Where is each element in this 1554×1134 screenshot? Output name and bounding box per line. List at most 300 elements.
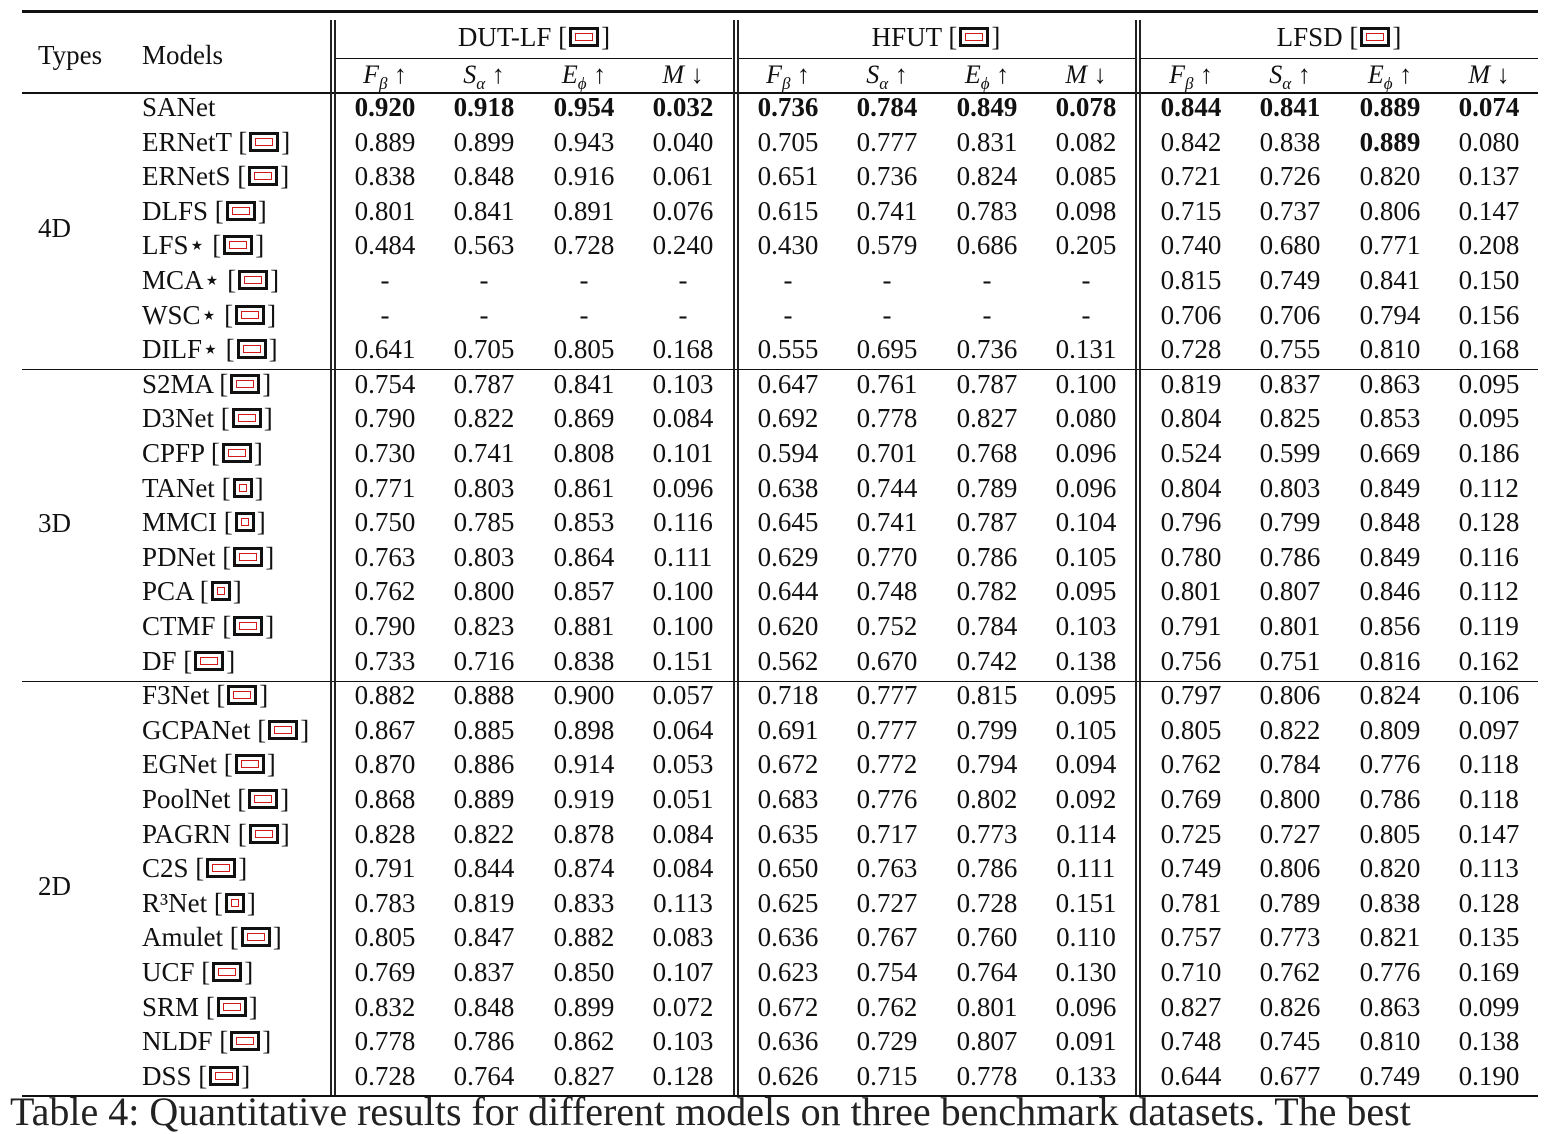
- table-cell: 0.822: [453, 403, 515, 434]
- table-cell: 0.780: [1160, 541, 1222, 572]
- table-cell: 0.623: [757, 957, 819, 987]
- table-cell: 0.084: [652, 403, 714, 434]
- table-cell: 0.111: [1056, 853, 1116, 884]
- table-cell: 0.524: [1160, 438, 1222, 468]
- table-cell: 0.096: [1055, 991, 1117, 1022]
- table-cell: -: [982, 265, 992, 295]
- table-cell: -: [783, 299, 793, 330]
- table-cell: 0.762: [856, 991, 918, 1022]
- table-cell: 0.804: [1160, 403, 1222, 434]
- table-cell: 0.888: [453, 680, 515, 711]
- table-cell: 0.778: [354, 1026, 416, 1057]
- table-cell: 0.741: [856, 507, 918, 538]
- table-cell: 0.106: [1458, 680, 1520, 711]
- table-cell: 0.816: [1359, 645, 1421, 676]
- citation-marker[interactable]: [232, 408, 262, 428]
- table-cell: 0.107: [652, 957, 714, 987]
- table-cell: 0.760: [956, 922, 1018, 953]
- table-cell: 0.869: [553, 403, 615, 434]
- table-cell: 0.849: [1359, 472, 1421, 503]
- table-cell: 0.626: [757, 1060, 819, 1091]
- model-name: NLDF [ ]: [142, 1026, 272, 1057]
- table-cell: 0.838: [553, 645, 615, 676]
- table-cell: 0.082: [1055, 126, 1117, 157]
- table-cell: 0.728: [354, 1060, 416, 1091]
- table-cell: 0.098: [1055, 195, 1117, 226]
- table-cell: 0.749: [1160, 853, 1222, 884]
- table-cell: 0.484: [354, 230, 416, 261]
- table-cell: 0.803: [1259, 472, 1321, 503]
- table-cell: 0.768: [956, 438, 1018, 468]
- vrule-dut-a: [733, 20, 735, 1095]
- table-cell: 0.562: [757, 645, 819, 676]
- model-name: ERNetS [ ]: [142, 161, 290, 192]
- table-cell: 0.794: [956, 749, 1018, 780]
- table-cell: 0.891: [553, 195, 615, 226]
- table-cell: 0.706: [1259, 299, 1321, 330]
- table-cell: 0.954: [553, 92, 615, 122]
- table-cell: 0.762: [1259, 957, 1321, 987]
- citation-marker[interactable]: [227, 685, 257, 705]
- type-label-2d: 2D: [38, 870, 71, 901]
- model-name: DLFS [ ]: [142, 195, 267, 226]
- table-cell: -: [380, 299, 390, 330]
- table-cell: 0.801: [1259, 611, 1321, 641]
- table-cell: 0.815: [1160, 265, 1222, 295]
- table-cell: 0.825: [1259, 403, 1321, 434]
- table-cell: 0.857: [553, 576, 615, 607]
- table-cell: 0.889: [453, 784, 515, 814]
- citation-marker[interactable]: [235, 754, 265, 774]
- table-cell: 0.721: [1160, 161, 1222, 192]
- table-cell: 0.138: [1055, 645, 1117, 676]
- table-cell: 0.789: [956, 472, 1018, 503]
- table-cell: 0.794: [1359, 299, 1421, 330]
- table-cell: 0.763: [856, 853, 918, 884]
- table-cell: 0.916: [553, 161, 615, 192]
- citation-marker[interactable]: [194, 651, 224, 671]
- table-cell: 0.740: [1160, 230, 1222, 261]
- table-cell: 0.074: [1458, 92, 1520, 122]
- table-cell: 0.861: [553, 472, 615, 503]
- citation-marker[interactable]: [225, 893, 245, 913]
- table-cell: 0.773: [956, 818, 1018, 849]
- model-name: MCA⋆ [ ]: [142, 265, 280, 295]
- table-cell: -: [882, 299, 892, 330]
- citation-marker[interactable]: [222, 443, 252, 463]
- table-cell: 0.095: [1055, 576, 1117, 607]
- table-cell: 0.831: [956, 126, 1018, 157]
- table-cell: 0.914: [553, 749, 615, 780]
- table-cell: 0.828: [354, 818, 416, 849]
- types-header: Types: [38, 40, 103, 70]
- model-name: LFS⋆ [ ]: [142, 230, 265, 261]
- type-label-4d: 4D: [38, 213, 71, 244]
- table-cell: 0.733: [354, 645, 416, 676]
- table-cell: 0.100: [652, 576, 714, 607]
- citation-marker[interactable]: [230, 1031, 260, 1051]
- citation-marker[interactable]: [1360, 27, 1390, 47]
- table-cell: 0.752: [856, 611, 918, 641]
- table-cell: 0.882: [553, 922, 615, 953]
- table-cell: 0.114: [1056, 818, 1116, 849]
- table-cell: 0.805: [553, 334, 615, 365]
- table-cell: 0.763: [354, 541, 416, 572]
- dataset-header-lfsd: LFSD [ ]: [1276, 22, 1402, 52]
- table-cell: 0.844: [1160, 92, 1222, 122]
- table-cell: 0.882: [354, 680, 416, 711]
- table-cell: 0.799: [1259, 507, 1321, 538]
- table-cell: 0.786: [453, 1026, 515, 1057]
- table-cell: 0.757: [1160, 922, 1222, 953]
- table-cell: 0.104: [1055, 507, 1117, 538]
- table-cell: 0.717: [856, 818, 918, 849]
- table-cell: 0.822: [1259, 714, 1321, 745]
- table-cell: 0.848: [453, 161, 515, 192]
- table-cell: 0.061: [652, 161, 714, 192]
- table-cell: 0.841: [453, 195, 515, 226]
- table-cell: 0.727: [1259, 818, 1321, 849]
- model-name: WSC⋆ [ ]: [142, 299, 277, 330]
- table-cell: 0.832: [354, 991, 416, 1022]
- table-cell: 0.771: [1359, 230, 1421, 261]
- citation-marker[interactable]: [238, 270, 268, 290]
- table-cell: 0.805: [354, 922, 416, 953]
- table-cell: 0.133: [1055, 1060, 1117, 1091]
- table-cell: 0.900: [553, 680, 615, 711]
- model-name: CTMF [ ]: [142, 611, 275, 641]
- table-caption: Table 4: Quantitative results for different models on three benchmark datasets. The best: [10, 1089, 1411, 1134]
- table-cell: 0.846: [1359, 576, 1421, 607]
- table-cell: 0.105: [1055, 541, 1117, 572]
- table-cell: 0.644: [757, 576, 819, 607]
- table-cell: 0.805: [1160, 714, 1222, 745]
- table-cell: 0.645: [757, 507, 819, 538]
- table-cell: 0.785: [453, 507, 515, 538]
- table-cell: 0.096: [1055, 472, 1117, 503]
- table-cell: 0.080: [1458, 126, 1520, 157]
- table-cell: 0.784: [1259, 749, 1321, 780]
- model-name: DILF⋆ [ ]: [142, 334, 278, 365]
- table-cell: 0.819: [1160, 368, 1222, 399]
- table-cell: 0.810: [1359, 1026, 1421, 1057]
- model-name: ERNetT [ ]: [142, 126, 291, 157]
- table-cell: 0.647: [757, 368, 819, 399]
- table-cell: -: [579, 265, 589, 295]
- table-cell: 0.103: [652, 368, 714, 399]
- table-cell: 0.806: [1259, 680, 1321, 711]
- table-cell: 0.755: [1259, 334, 1321, 365]
- citation-marker[interactable]: [235, 305, 265, 325]
- table-cell: 0.899: [553, 991, 615, 1022]
- table-cell: 0.116: [653, 507, 713, 538]
- table-cell: 0.762: [354, 576, 416, 607]
- citation-marker[interactable]: [248, 789, 278, 809]
- table-cell: 0.736: [956, 334, 1018, 365]
- table-cell: 0.889: [354, 126, 416, 157]
- citation-marker[interactable]: [249, 824, 279, 844]
- table-cell: 0.783: [354, 887, 416, 918]
- table-cell: 0.644: [1160, 1060, 1222, 1091]
- table-cell: 0.131: [1055, 334, 1117, 365]
- citation-marker[interactable]: [268, 720, 298, 740]
- table-cell: 0.113: [1459, 853, 1519, 884]
- table-cell: 0.863: [1359, 991, 1421, 1022]
- table-cell: 0.943: [553, 126, 615, 157]
- table-cell: 0.776: [856, 784, 918, 814]
- table-cell: 0.672: [757, 991, 819, 1022]
- table-cell: 0.103: [652, 1026, 714, 1057]
- table-cell: 0.841: [1259, 92, 1321, 122]
- table-cell: 0.754: [856, 957, 918, 987]
- table-cell: 0.819: [453, 887, 515, 918]
- table-cell: 0.718: [757, 680, 819, 711]
- table-cell: 0.128: [1458, 887, 1520, 918]
- table-cell: 0.742: [956, 645, 1018, 676]
- table-cell: 0.151: [1055, 887, 1117, 918]
- table-cell: 0.783: [956, 195, 1018, 226]
- type-label-3d: 3D: [38, 507, 71, 538]
- vrule-models-a: [330, 20, 332, 1095]
- model-name: R³Net [ ]: [142, 887, 256, 918]
- model-name: C2S [ ]: [142, 853, 248, 884]
- table-cell: 0.744: [856, 472, 918, 503]
- table-cell: 0.555: [757, 334, 819, 365]
- citation-marker[interactable]: [226, 201, 256, 221]
- table-cell: 0.625: [757, 887, 819, 918]
- model-name: GCPANet [ ]: [142, 714, 310, 745]
- table-cell: 0.749: [1259, 265, 1321, 295]
- table-cell: 0.800: [453, 576, 515, 607]
- table-cell: 0.777: [856, 714, 918, 745]
- table-cell: 0.636: [757, 1026, 819, 1057]
- citation-marker[interactable]: [959, 27, 989, 47]
- table-cell: 0.881: [553, 611, 615, 641]
- table-cell: 0.100: [1055, 368, 1117, 399]
- citation-marker[interactable]: [212, 962, 242, 982]
- citation-marker[interactable]: [223, 235, 253, 255]
- table-cell: 0.784: [856, 92, 918, 122]
- table-cell: 0.670: [856, 645, 918, 676]
- table-cell: 0.672: [757, 749, 819, 780]
- table-cell: 0.815: [956, 680, 1018, 711]
- table-cell: 0.168: [1458, 334, 1520, 365]
- table-cell: 0.111: [653, 541, 713, 572]
- table-cell: 0.691: [757, 714, 819, 745]
- table-cell: 0.620: [757, 611, 819, 641]
- table-cell: 0.898: [553, 714, 615, 745]
- table-cell: 0.786: [1259, 541, 1321, 572]
- table-cell: 0.715: [1160, 195, 1222, 226]
- table-cell: 0.563: [453, 230, 515, 261]
- table-cell: 0.842: [1160, 126, 1222, 157]
- citation-marker[interactable]: [211, 581, 231, 601]
- table-cell: 0.677: [1259, 1060, 1321, 1091]
- table-cell: 0.706: [1160, 299, 1222, 330]
- citation-marker[interactable]: [237, 339, 267, 359]
- table-cell: 0.824: [956, 161, 1018, 192]
- dataset-header-dut-lf: DUT-LF [ ]: [457, 22, 611, 52]
- citation-marker[interactable]: [209, 1066, 239, 1086]
- model-name: TANet [ ]: [142, 472, 264, 503]
- table-cell: 0.091: [1055, 1026, 1117, 1057]
- table-cell: 0.150: [1458, 265, 1520, 295]
- table-cell: 0.919: [553, 784, 615, 814]
- top-rule: [22, 10, 1538, 13]
- table-cell: -: [1081, 299, 1091, 330]
- table-cell: -: [678, 299, 688, 330]
- table-cell: 0.083: [652, 922, 714, 953]
- table-cell: 0.710: [1160, 957, 1222, 987]
- citation-marker[interactable]: [233, 478, 253, 498]
- citation-marker[interactable]: [206, 858, 236, 878]
- model-name: SRM [ ]: [142, 991, 258, 1022]
- table-cell: 0.769: [1160, 784, 1222, 814]
- citation-marker[interactable]: [249, 132, 279, 152]
- table-cell: 0.599: [1259, 438, 1321, 468]
- table-cell: -: [380, 265, 390, 295]
- table-cell: 0.594: [757, 438, 819, 468]
- model-name: DF [ ]: [142, 645, 236, 676]
- table-cell: -: [479, 299, 489, 330]
- table-cell: 0.918: [453, 92, 515, 122]
- table-cell: 0.853: [1359, 403, 1421, 434]
- table-cell: 0.147: [1458, 818, 1520, 849]
- model-name: Amulet [ ]: [142, 922, 282, 953]
- table-cell: 0.135: [1458, 922, 1520, 953]
- model-name: F3Net [ ]: [142, 680, 269, 711]
- table-cell: 0.748: [1160, 1026, 1222, 1057]
- table-cell: 0.824: [1359, 680, 1421, 711]
- table-cell: 0.762: [1160, 749, 1222, 780]
- table-cell: 0.635: [757, 818, 819, 849]
- table-cell: 0.806: [1359, 195, 1421, 226]
- table-cell: 0.053: [652, 749, 714, 780]
- table-cell: 0.110: [1056, 922, 1116, 953]
- table-cell: 0.095: [1458, 368, 1520, 399]
- table-cell: 0.186: [1458, 438, 1520, 468]
- table-cell: 0.168: [652, 334, 714, 365]
- table-cell: 0.776: [1359, 957, 1421, 987]
- table-cell: -: [882, 265, 892, 295]
- table-cell: 0.105: [1055, 714, 1117, 745]
- metric-header: M ↓: [1065, 60, 1107, 89]
- table-cell: 0.205: [1055, 230, 1117, 261]
- table-cell: 0.715: [856, 1060, 918, 1091]
- citation-marker[interactable]: [230, 374, 260, 394]
- table-cell: 0.745: [1259, 1026, 1321, 1057]
- table-cell: 0.849: [1359, 541, 1421, 572]
- table-cell: 0.777: [856, 126, 918, 157]
- table-cell: 0.791: [354, 853, 416, 884]
- table-cell: 0.797: [1160, 680, 1222, 711]
- table-cell: 0.809: [1359, 714, 1421, 745]
- citation-marker[interactable]: [233, 616, 263, 636]
- table-cell: 0.801: [1160, 576, 1222, 607]
- table-cell: 0.156: [1458, 299, 1520, 330]
- table-cell: 0.084: [652, 853, 714, 884]
- dataset-header-hfut: HFUT [ ]: [871, 22, 1001, 52]
- table-cell: 0.729: [856, 1026, 918, 1057]
- table-cell: 0.847: [453, 922, 515, 953]
- table-cell: 0.669: [1359, 438, 1421, 468]
- table-cell: 0.874: [553, 853, 615, 884]
- table-cell: 0.636: [757, 922, 819, 953]
- table-cell: 0.100: [652, 611, 714, 641]
- table-cell: 0.803: [453, 541, 515, 572]
- model-name: UCF [ ]: [142, 957, 254, 987]
- table-cell: 0.862: [553, 1026, 615, 1057]
- table-cell: 0.773: [1259, 922, 1321, 953]
- table-cell: 0.101: [652, 438, 714, 468]
- table-cell: 0.889: [1359, 92, 1421, 122]
- table-cell: 0.094: [1055, 749, 1117, 780]
- table-cell: 0.889: [1359, 126, 1421, 157]
- citation-marker[interactable]: [233, 547, 263, 567]
- table-cell: 0.807: [1259, 576, 1321, 607]
- table-cell: 0.767: [856, 922, 918, 953]
- table-cell: 0.844: [453, 853, 515, 884]
- citation-marker[interactable]: [569, 27, 599, 47]
- table-cell: 0.787: [956, 368, 1018, 399]
- metric-header: $S_\alpha$ ↑: [866, 60, 908, 94]
- table-cell: 0.776: [1359, 749, 1421, 780]
- citation-marker[interactable]: [241, 927, 271, 947]
- table-cell: 0.870: [354, 749, 416, 780]
- table-cell: 0.808: [553, 438, 615, 468]
- table-cell: 0.771: [354, 472, 416, 503]
- table-cell: 0.782: [956, 576, 1018, 607]
- table-cell: 0.764: [453, 1060, 515, 1091]
- table-cell: 0.787: [453, 368, 515, 399]
- table-cell: 0.820: [1359, 853, 1421, 884]
- table-cell: 0.116: [1459, 541, 1519, 572]
- table-cell: 0.751: [1259, 645, 1321, 676]
- metric-header: M ↓: [1468, 60, 1510, 89]
- table-cell: 0.727: [856, 887, 918, 918]
- table-cell: 0.801: [956, 991, 1018, 1022]
- table-cell: 0.128: [1458, 507, 1520, 538]
- table-cell: 0.750: [354, 507, 416, 538]
- table-cell: 0.728: [956, 887, 1018, 918]
- table-cell: 0.786: [956, 853, 1018, 884]
- table-cell: 0.119: [1459, 611, 1519, 641]
- table-cell: 0.853: [553, 507, 615, 538]
- table-cell: 0.761: [856, 368, 918, 399]
- model-name: PAGRN [ ]: [142, 818, 290, 849]
- metric-header: $F_\beta$ ↑: [363, 60, 407, 94]
- citation-marker[interactable]: [248, 166, 278, 186]
- table-cell: 0.838: [354, 161, 416, 192]
- table-cell: 0.769: [354, 957, 416, 987]
- table-cell: 0.208: [1458, 230, 1520, 261]
- citation-marker[interactable]: [235, 512, 255, 532]
- table-cell: 0.799: [956, 714, 1018, 745]
- table-cell: 0.701: [856, 438, 918, 468]
- table-cell: -: [479, 265, 489, 295]
- table-cell: 0.138: [1458, 1026, 1520, 1057]
- table-cell: 0.885: [453, 714, 515, 745]
- table-cell: 0.920: [354, 92, 416, 122]
- table-cell: -: [678, 265, 688, 295]
- metric-header: $E_\phi$ ↑: [1367, 60, 1413, 94]
- table-cell: -: [1081, 265, 1091, 295]
- table-cell: 0.805: [1359, 818, 1421, 849]
- citation-marker[interactable]: [217, 997, 247, 1017]
- table-cell: 0.878: [553, 818, 615, 849]
- table-cell: 0.095: [1055, 680, 1117, 711]
- table-cell: 0.032: [652, 92, 714, 122]
